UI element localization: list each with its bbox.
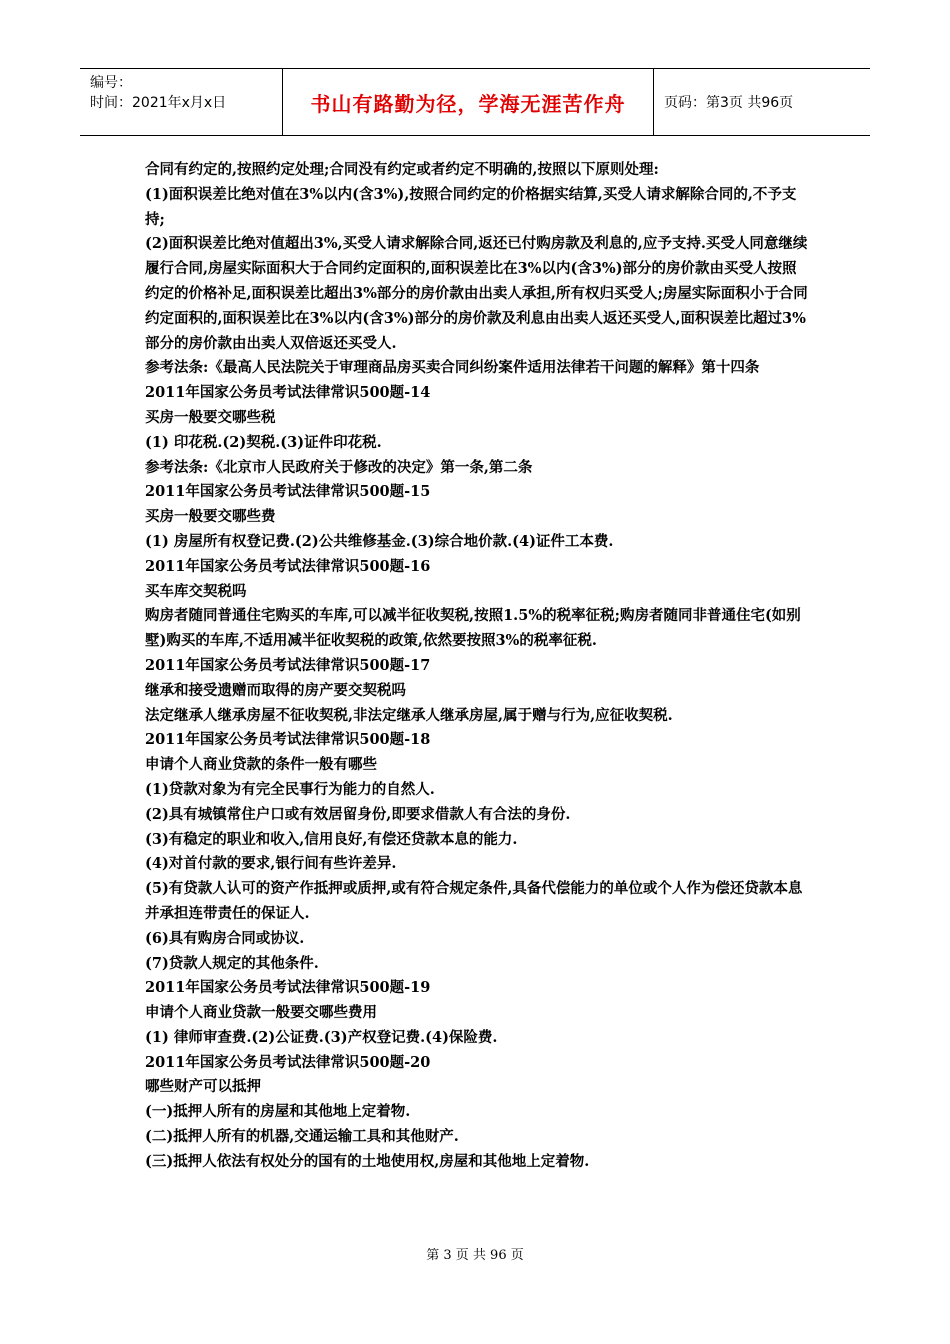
document-body xyxy=(145,158,810,1175)
paragraph: 合同有约定的,按照约定处理;合同没有约定或者约定不明确的,按照以下原则处理: xyxy=(145,161,659,178)
paragraph: (5)有贷款人认可的资产作抵押或质押,或有符合规定条件,具备代偿能力的单位或个人作为偿还贷款本息并承担连带责任的保证人. xyxy=(145,880,803,922)
question: 哪些财产可以抵押 xyxy=(145,1078,261,1096)
question: 申请个人商业贷款的条件一般有哪些 xyxy=(145,756,377,774)
paragraph: (2)面积误差比绝对值超出3%,买受人请求解除合同,返还已付购房款及利息的,应予支持.买受人同意继续履行合同,房屋实际面积大于合同约定面积的,面积误差比在3%以内(含3%)部分的房价款由买受人按照约定的价格补足,面积误差比超出3%部分的房价款由出卖人承担,所有权归买受人;房屋实际面积小于合同约定面积的,面积误差比在3%以内(含3%)部分的房价款及利息由出卖人返还买受人,面积误差比超过3%部分的房价款由出卖人双倍返还买受人. xyxy=(145,235,808,352)
number-label: 编号： xyxy=(90,75,132,91)
section-heading: 2011年国家公务员考试法律常识500题-20 xyxy=(145,1053,431,1071)
section-heading: 2011年国家公务员考试法律常识500题-16 xyxy=(145,557,431,575)
paragraph: (二)抵押人所有的机器,交通运输工具和其他财产. xyxy=(145,1128,459,1146)
section-heading: 2011年国家公务员考试法律常识500题-19 xyxy=(145,979,431,997)
page-header xyxy=(80,68,870,136)
paragraph: (4)对首付款的要求,银行间有些许差异. xyxy=(145,855,397,873)
paragraph: (1) 房屋所有权登记费.(2)公共维修基金.(3)综合地价款.(4)证件工本费. xyxy=(145,532,614,550)
paragraph: 法定继承人继承房屋不征收契税,非法定继承人继承房屋,属于赠与行为,应征收契税. xyxy=(145,706,673,724)
paragraph: (三)抵押人依法有权处分的国有的土地使用权,房屋和其他地上定着物. xyxy=(145,1152,590,1170)
paragraph: 购房者随同普通住宅购买的车库,可以减半征收契税,按照1.5%的税率征税;购房者随同非普通住宅(如别墅)购买的车库,不适用减半征收契税的政策,依然要按照3%的税率征税. xyxy=(145,607,801,650)
paragraph: (1) 律师审查费.(2)公证费.(3)产权登记费.(4)保险费. xyxy=(145,1028,498,1046)
paragraph: (7)贷款人规定的其他条件. xyxy=(145,954,319,972)
question: 买房一般要交哪些费 xyxy=(145,508,276,526)
header-page-info: 页码：第3页 共96页 xyxy=(664,95,794,111)
paragraph: (2)具有城镇常住户口或有效居留身份,即要求借款人有合法的身份. xyxy=(145,805,571,823)
paragraph: (1) 印花税.(2)契税.(3)证件印花税. xyxy=(145,433,382,451)
time-label: 时间：2021年x月x日 xyxy=(90,95,227,111)
page-footer: 第 3 页 共 96 页 xyxy=(426,1248,524,1263)
header-motto: 书山有路勤为径，学海无涯苦作舟 xyxy=(282,69,654,135)
section-heading: 2011年国家公务员考试法律常识500题-18 xyxy=(145,731,431,749)
paragraph: (3)有稳定的职业和收入,信用良好,有偿还贷款本息的能力. xyxy=(145,830,518,848)
paragraph: (一)抵押人所有的房屋和其他地上定着物. xyxy=(145,1103,411,1121)
paragraph: 参考法条:《最高人民法院关于审理商品房买卖合同纠纷案件适用法律若干问题的解释》第十四条 xyxy=(145,359,760,377)
paragraph: (1)面积误差比绝对值在3%以内(含3%),按照合同约定的价格据实结算,买受人请求解除合同的,不予支持; xyxy=(145,185,797,228)
question: 买车库交契税吗 xyxy=(145,582,247,600)
paragraph: 参考法条:《北京市人民政府关于修改的决定》第一条,第二条 xyxy=(145,458,533,476)
section-heading: 2011年国家公务员考试法律常识500题-17 xyxy=(145,656,431,674)
header-meta xyxy=(80,69,282,135)
paragraph: (6)具有购房合同或协议. xyxy=(145,929,305,947)
question: 继承和接受遗赠而取得的房产要交契税吗 xyxy=(145,681,406,699)
question: 申请个人商业贷款一般要交哪些费用 xyxy=(145,1004,377,1022)
section-heading: 2011年国家公务员考试法律常识500题-14 xyxy=(145,384,431,402)
question: 买房一般要交哪些税 xyxy=(145,408,276,426)
section-heading: 2011年国家公务员考试法律常识500题-15 xyxy=(145,483,431,501)
paragraph: (1)贷款对象为有完全民事行为能力的自然人. xyxy=(145,780,435,798)
